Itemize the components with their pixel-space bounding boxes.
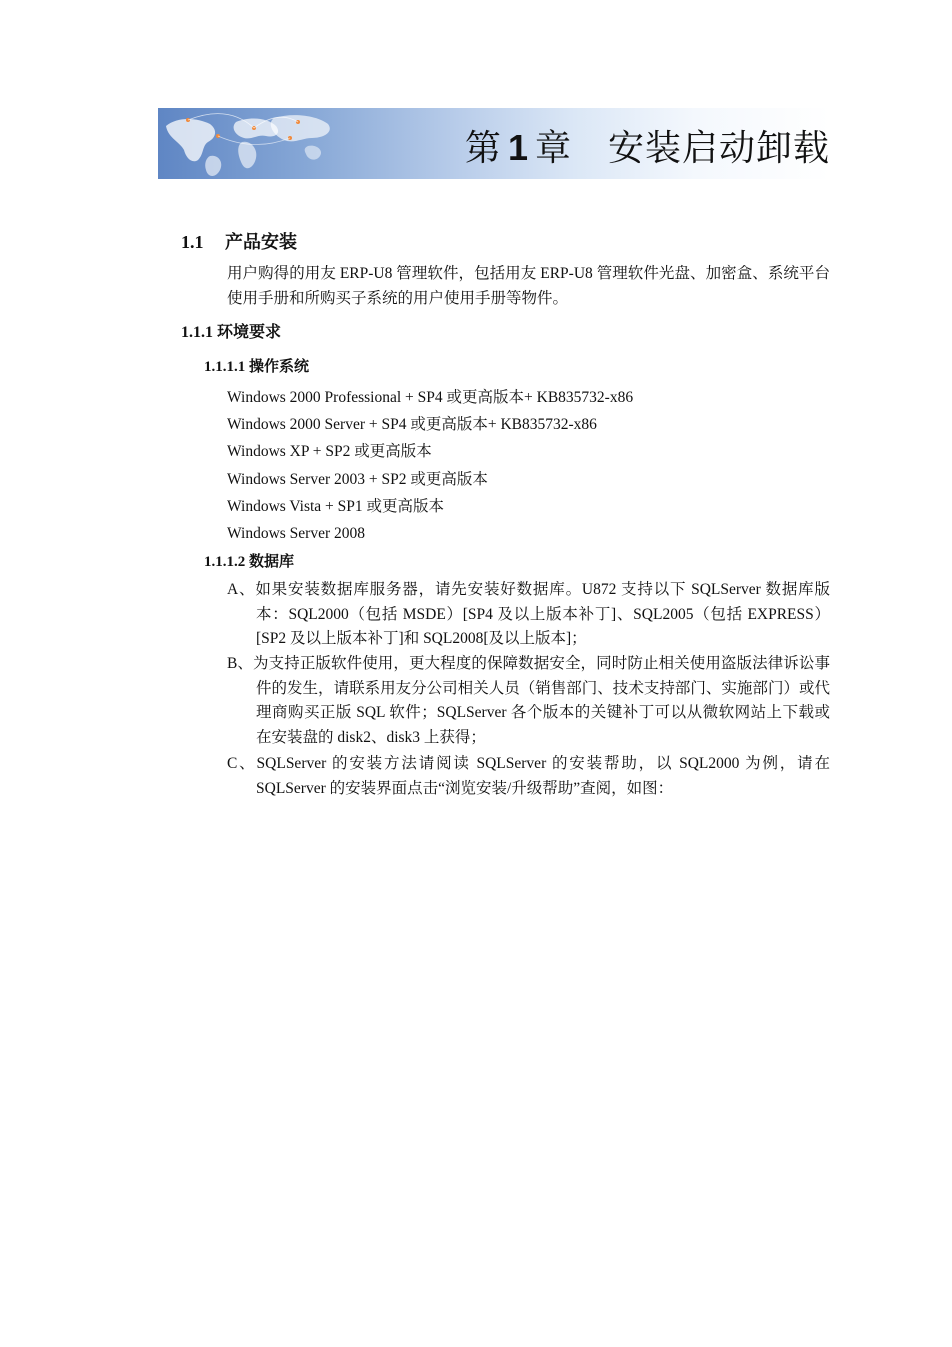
section-heading <box>181 228 297 254</box>
chapter-banner <box>158 108 830 179</box>
chapter-prefix: 第 <box>464 128 502 169</box>
world-map-icon <box>158 108 498 179</box>
chapter-suffix: 章 <box>534 128 572 169</box>
os-list <box>227 384 633 547</box>
list-item: Windows Server 2008 <box>227 524 365 542</box>
list-item: Windows XP + SP2 或更高版本 <box>227 443 432 461</box>
section-number: 1.1 <box>181 232 204 252</box>
list-item: Windows Vista + SP1 或更高版本 <box>227 497 445 515</box>
list-item: Windows Server 2003 + SP2 或更高版本 <box>227 470 488 488</box>
db-item-c: C、SQLServer 的安装方法请阅读 SQLServer 的安装帮助，以 SQL2000 为例，请在 SQLServer 的安装界面点击“浏览安装/升级帮助”查阅，如图： <box>227 755 830 797</box>
section-intro: 用户购得的用友 ERP-U8 管理软件，包括用友 ERP-U8 管理软件光盘、加密盒、系统平台使用手册和所购买子系统的用户使用手册等物件。 <box>227 265 830 307</box>
chapter-number: 1 <box>507 127 529 168</box>
list-item: Windows 2000 Server + SP4 或更高版本+ KB835732-x86 <box>227 416 597 434</box>
db-heading: 1.1.1.2 数据库 <box>204 554 295 570</box>
list-item: Windows 2000 Professional + SP4 或更高版本+ KB835732-x86 <box>227 389 634 406</box>
subsection-heading: 1.1.1 环境要求 <box>181 324 282 341</box>
db-item-a: A、如果安装数据库服务器，请先安装好数据库。U872 支持以下 SQLServer 数据库版本：SQL2000（包括 MSDE）[SP4 及以上版本补丁]、SQL2005（包括 EXPRESS）[SP2 及以上版本补丁]和 SQL2008[及以上版本]； <box>227 581 830 647</box>
chapter-title <box>465 120 830 171</box>
chapter-name: 安装启动卸载 <box>607 128 830 169</box>
os-heading: 1.1.1.1 操作系统 <box>204 359 310 375</box>
db-item-b: B、为支持正版软件使用，更大程度的保障数据安全，同时防止相关使用盗版法律诉讼事件的发生，请联系用友分公司相关人员（销售部门、技术支持部门、实施部门）或代理商购买正版 SQL 软件；SQLServer 各个版本的关键补丁可以从微软网站上下载或在安装盘的 disk2、disk3 上获得； <box>227 655 830 746</box>
section-title: 产品安装 <box>225 232 297 252</box>
